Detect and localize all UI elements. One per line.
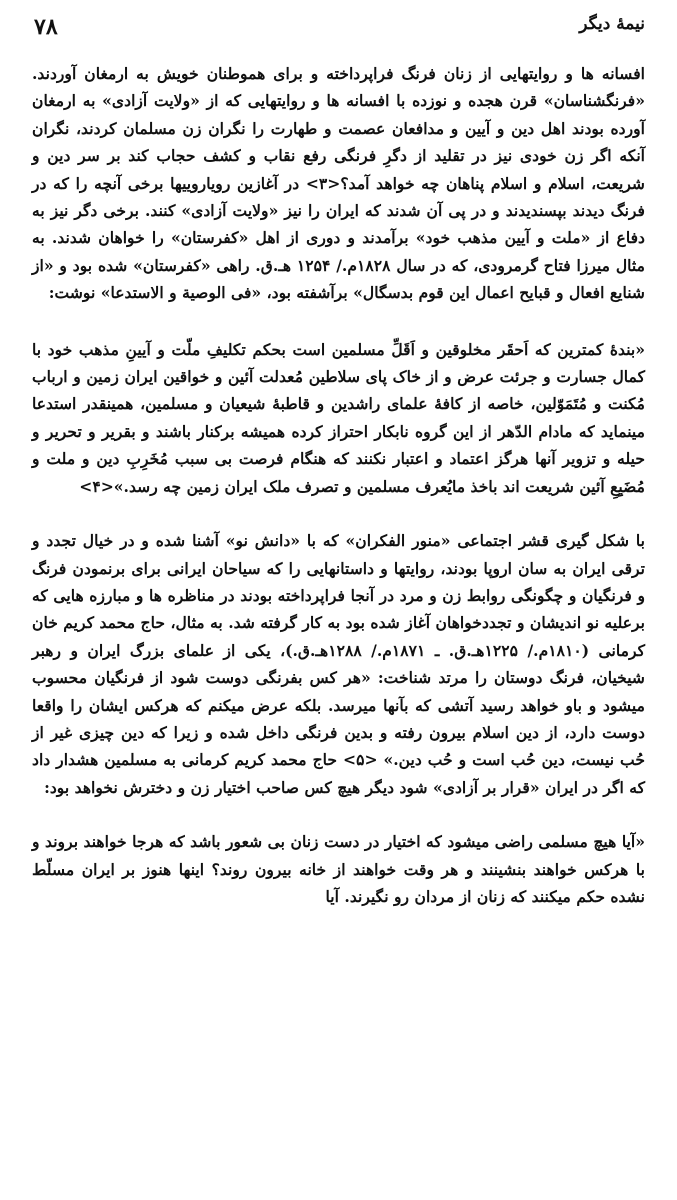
quote-garmroudi: «بندهٔ کمترین که اَحقَر مخلوقین و اَقَلِّ مسلمین است بحکم تکلیفِ ملّت و آیینِ مذهب خود با کمال جسارت و جرئت عرض و از خاک پای سلاطین مُعدلت آئین و خواقین ایران زمین و ارباب مُکنت و مُتَمَوّلین، خاصه از کافهٔ علمای راشدین و قاطبهٔ شیعیان و مسلمین، همینقدر استدعا مینماید که مادام الدّهر از این گروه نابکار احتراز کرده همیشه برکنار باشند و بقریر و تحریر و حیله و تزویر آنها هرگز اعتماد و اعتبار نکنند که هنگام فرصت بی سبب مُخَرِبِ دین و ملت و مُضَیِعِ آئین شریعت اند باخذ مایُعرف مسلمین و تصرف ملک ایران زمین چه رسد.»<۴> — [32, 339, 645, 496]
paragraph-monavar-al-fekran: با شکل گیری قشر اجتماعی «منور الفکران» که با «دانش نو» آشنا شده و در خیال تجدد و ترقی ایران به سان اروپا بودند، روایتها و داستانهایی را که سیاحان ایرانی برای برنمودن فرنگ و فرنگیان و چگونگی روابط زن و مرد در آنجا فراپرداخته بودند در مناظره ها و مبارزه هایی که برعلیه نو اندیشان و تجددخواهان آغاز شده بود به کار گرفته شد. به مثال، حاج محمد کریم خان کرمانی (۱۸۱۰م./ ۱۲۲۵هـ.ق. ـ ۱۸۷۱م./ ۱۲۸۸هـ.ق.)، یکی از علمای بزرگ ایران و رهبر شیخیان، فرنگ دوستان را مرتد شناخت: «هر کس بفرنگی دوست شود از فرنگیان محسوب میشود و باو خواهد رسید آتشی که بآنها میرسد. بلکه عرض میکنم که هرکس ایشان را واقعا دوست دارد، از دین اسلام بیرون رفته و بدین فرنگی داخل شده و زیرا که دین چیزی غیر از حُب نیست، دین حُب است و حُب دین.» <۵> حاج محمد کریم کرمانی به مسلمین هشدار داد که اگر در ایران «قرار بر آزادی» شود دیگر هیچ کس صاحب اختیار زن و دخترش نخواهد بود: — [32, 531, 645, 797]
quote-kermani: «آیا هیچ مسلمی راضی میشود که اختیار در دست زنان بی شعور باشد که هرجا خواهند بروند و با هرکس خواهند بنشینند و هر وقت خواهند از خانه بیرون روند؟ اینها هنوز بر ایران مسلّط نشده حکم میکنند که زنان از مردان رو نگیرند. آیا — [32, 832, 645, 906]
page-number: ۷۸ — [34, 14, 58, 40]
running-head: نیمهٔ دیگر — [579, 14, 645, 34]
body-text — [32, 60, 645, 910]
paragraph-intro: افسانه ها و روایتهایی از زنان فرنگ فراپرداخته و برای هموطنان خویش به ارمغان آوردند. «فرنگشناسان» قرن هجده و نوزده با افسانه ها و روایتهایی که از «ولایت آزادی» به ارمغان آورده بودند اهل دین و آیین و مدافعان عصمت و طهارت را نگران زن مسلمان کردند، نگران آنکه اگر زن خودی نیز در تقلید از دگرِ فرنگی رفع نقاب و کشف حجاب کند بر سر دین و شریعت، اسلام و اسلام پناهان چه خواهد آمد؟<۳> در آغازین رویاروییها برخی آنچه را که در فرنگ دیدند بپسندیدند و در پی آن شدند که ایران را نیز «ولایت آزادی» کنند. برخی دگر نیز به دفاع از «ملت و آیین مذهب خود» برآمدند و دوری از اهل «کفرستان» را خواهان شدند. به مثال میرزا فتاح گرمرودی، که در سال ۱۸۲۸م./ ۱۲۵۴ هـ.ق. راهی «کفرستان» شده بود و «از شنایع افعال و قبایح اعمال این قوم بدسگال» برآشفته بود، «فی الوصیة و الاستدعا» نوشت: — [32, 64, 645, 303]
